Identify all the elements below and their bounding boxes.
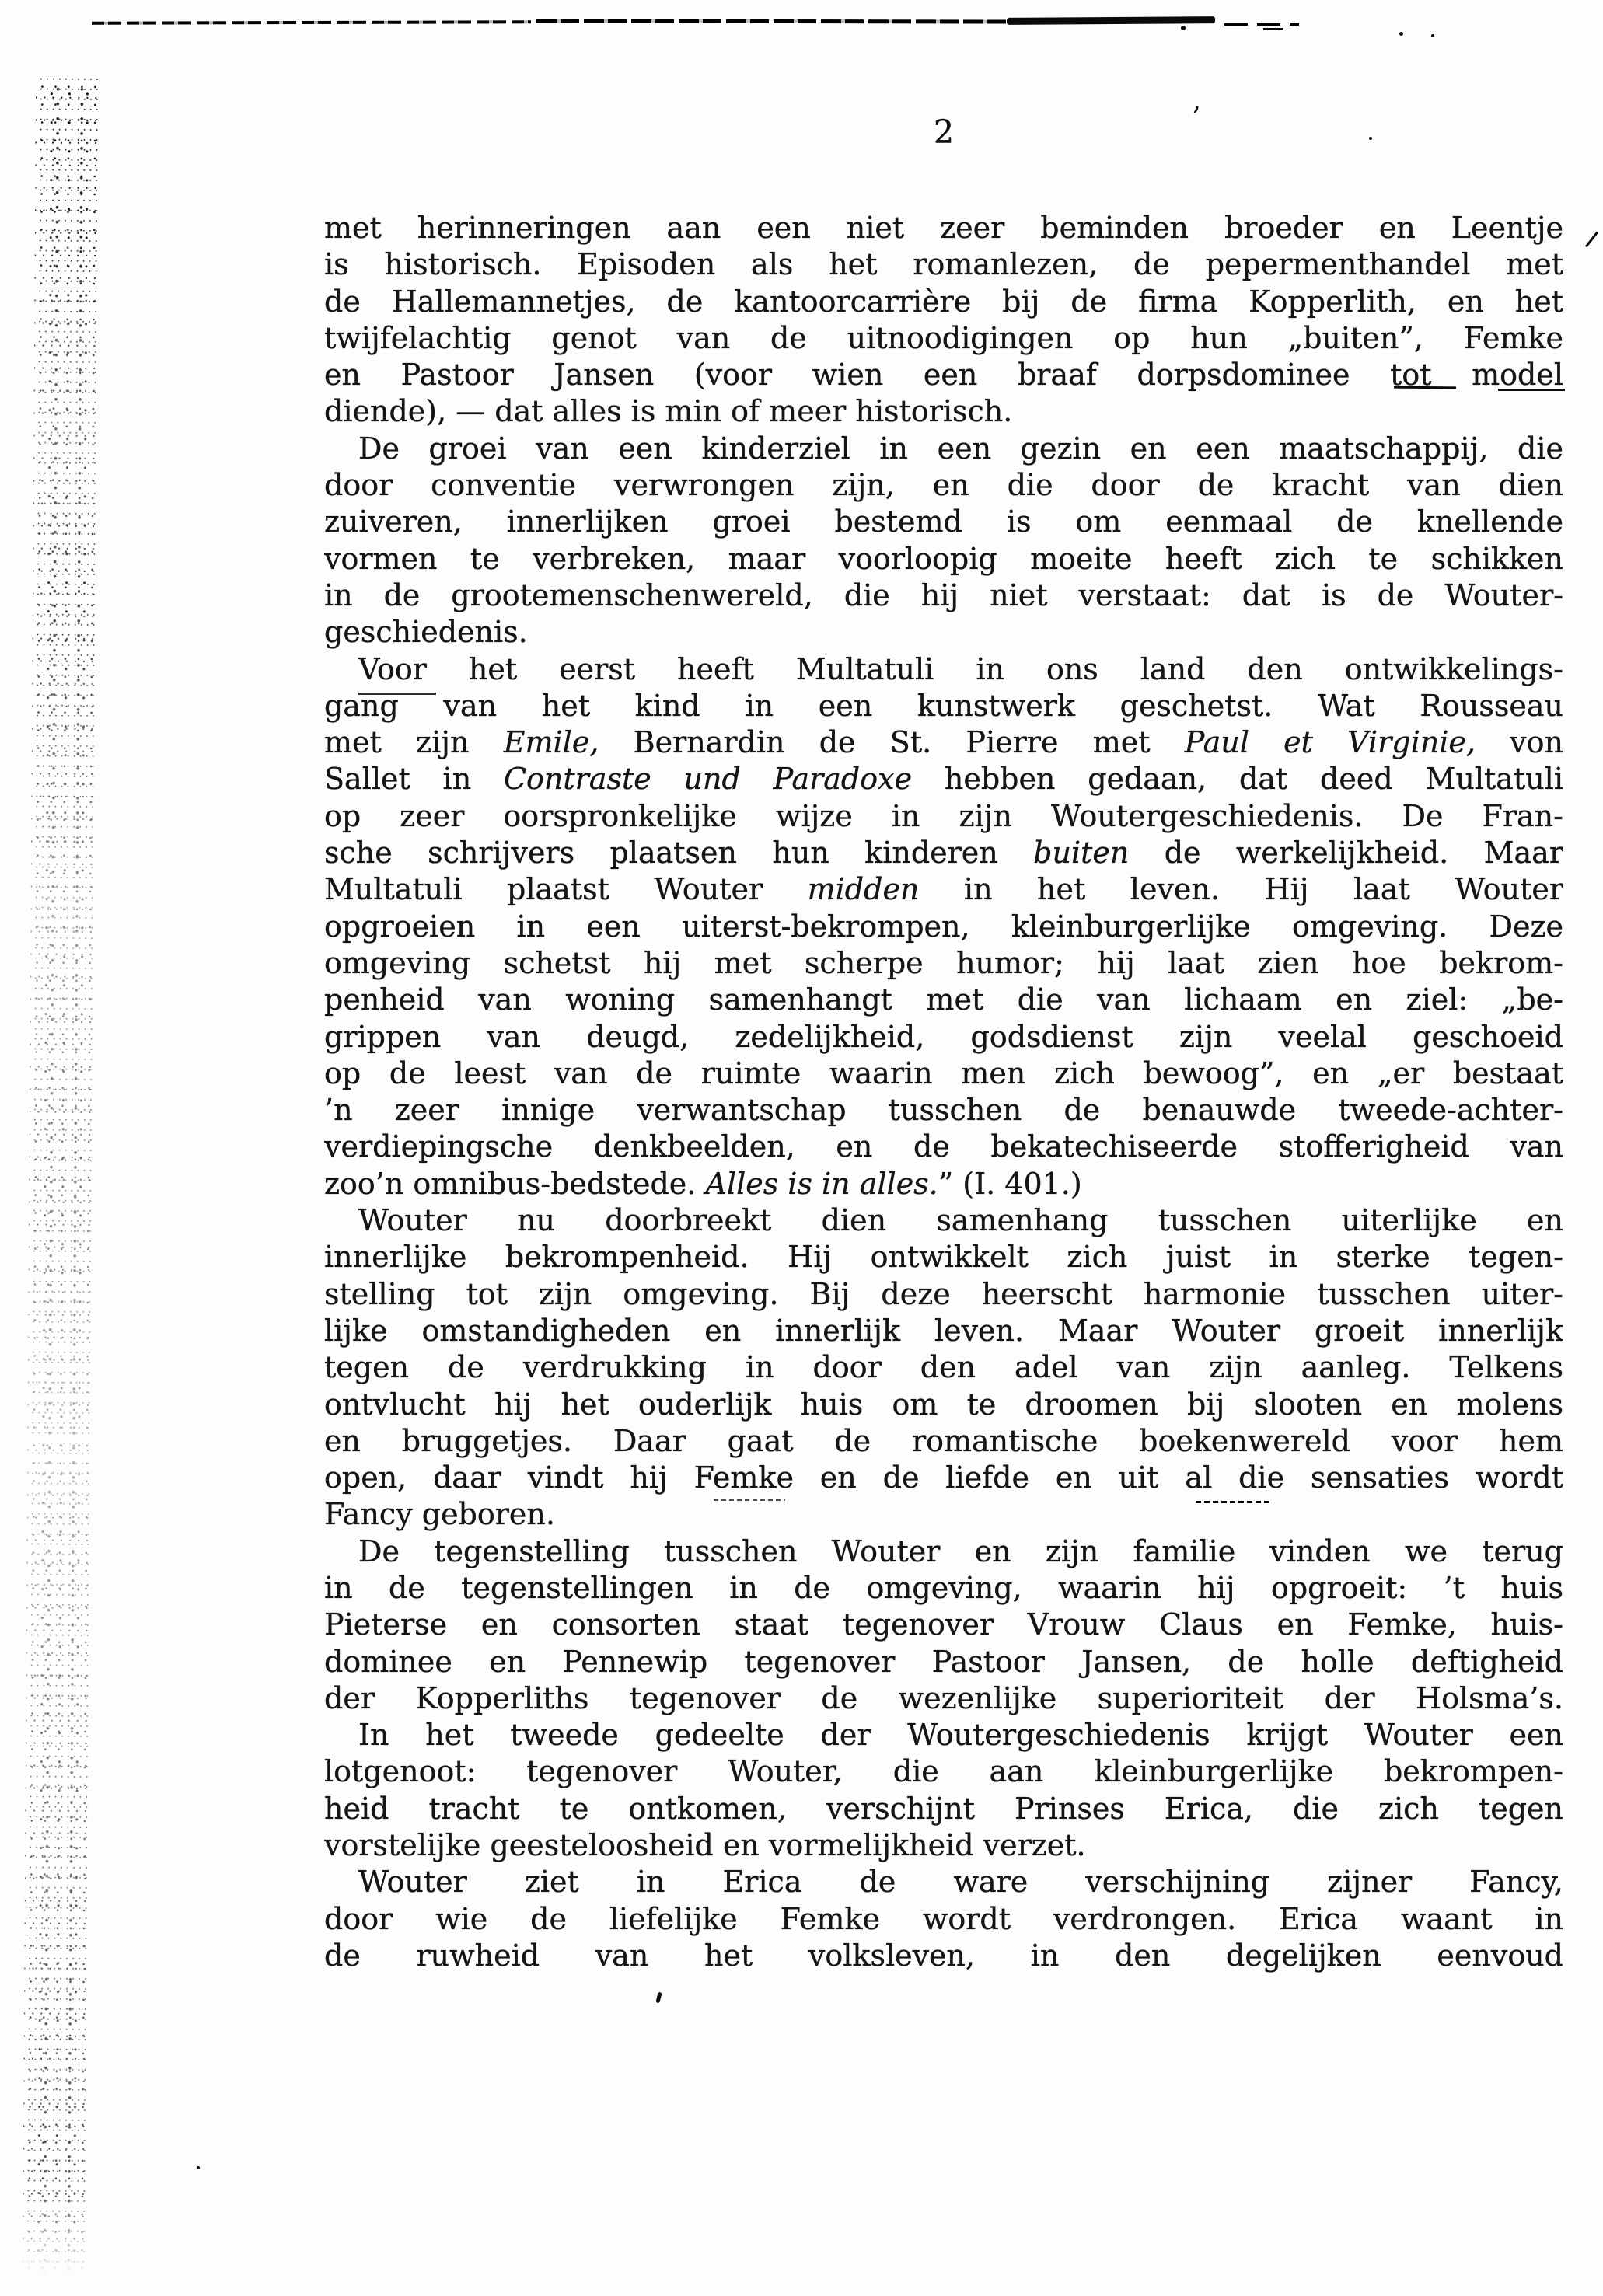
text-segment: grippen van deugd, zedelijkheid, godsdienst zijn veelal geschoeid	[324, 1019, 1563, 1054]
text-segment: en bruggetjes. Daar gaat de romantische boekenwereld voor hem	[324, 1423, 1563, 1458]
text-segment: Fancy geboren.	[324, 1497, 555, 1532]
text-segment: lijke omstandigheden en innerlijk leven. Maar Wouter groeit innerlijk	[324, 1313, 1563, 1348]
text-segment: in het leven. Hij laat Wouter	[919, 872, 1563, 907]
text-segment-italic: buiten	[1033, 836, 1130, 871]
text-segment: Bernardin de St. Pierre met	[599, 725, 1185, 760]
text-segment: de werkelijkheid. Maar	[1129, 836, 1563, 871]
text-segment: Wouter ziet in Erica de ware verschijning zijner Fancy,	[358, 1865, 1563, 1900]
text-line	[324, 1534, 1563, 1570]
page-number: 2	[933, 113, 955, 151]
text-segment: Wouter nu doorbreekt dien samenhang tusschen uiterlijke en	[358, 1203, 1563, 1238]
text-segment: Voor het eerst heeft Multatuli in ons land den ontwikkelings-	[358, 651, 1563, 686]
text-segment: omgeving schetst hij met scherpe humor; hij laat zien hoe bekrom-	[324, 945, 1563, 980]
text-line	[324, 1901, 1563, 1938]
text-line	[324, 1753, 1563, 1790]
scan-speck	[197, 2166, 200, 2169]
text-segment: op zeer oorspronkelijke wijze in zijn Woutergeschiedenis. De Fran-	[324, 798, 1563, 833]
text-line	[324, 614, 1563, 651]
text-line	[324, 909, 1563, 945]
text-line	[324, 1092, 1563, 1129]
text-segment: von	[1475, 725, 1563, 760]
text-segment: Multatuli plaatst Wouter	[324, 872, 808, 907]
text-line	[324, 284, 1563, 320]
text-line	[324, 320, 1563, 357]
text-line	[324, 1864, 1563, 1900]
text-segment-italic: Alles is in alles.	[705, 1166, 938, 1201]
text-line	[324, 688, 1563, 724]
text-line	[324, 1019, 1563, 1056]
text-segment: ” (I. 401.)	[938, 1166, 1082, 1201]
text-segment: dominee en Pennewip tegenover Pastoor Jansen, de holle deftigheid	[324, 1644, 1563, 1679]
text-line	[324, 504, 1563, 540]
text-segment: is historisch. Episoden als het romanlezen, de pepermenthandel met	[324, 247, 1563, 282]
scan-speck	[1431, 34, 1434, 37]
text-segment: sche schrijvers plaatsen hun kinderen	[324, 836, 1034, 871]
text-line	[324, 1423, 1563, 1460]
text-line	[324, 1239, 1563, 1275]
text-line	[324, 1607, 1563, 1643]
text-line	[324, 1460, 1563, 1496]
text-segment-italic: Emile,	[503, 725, 599, 760]
text-segment: met zijn	[324, 725, 504, 760]
scan-artifact-top-scratch-line	[92, 20, 531, 24]
scan-artifact-top-scratch-line	[1224, 23, 1299, 26]
text-segment: diende), — dat alles is min of meer historisch.	[324, 394, 1013, 429]
text-segment: vorstelijke geesteloosheid en vormelijkheid verzet.	[324, 1828, 1086, 1863]
text-line	[324, 945, 1563, 982]
text-line	[324, 1791, 1563, 1827]
text-segment: tegen de verdrukking in door den adel van zijn aanleg. Telkens	[324, 1350, 1563, 1385]
text-line	[324, 1387, 1563, 1423]
scan-speck-apostrophe: ’	[1192, 102, 1201, 134]
text-segment: op de leest van de ruimte waarin men zich bewoog”, en „er bestaat	[324, 1056, 1563, 1090]
text-segment-italic: Paul et Virginie,	[1184, 725, 1476, 760]
scan-artifact-top-ink-bar	[1007, 16, 1215, 25]
text-segment: penheid van woning samenhangt met die van lichaam en ziel: „be-	[324, 982, 1563, 1017]
scan-noise-left-edge	[23, 78, 103, 2277]
text-segment: geschiedenis.	[324, 615, 528, 650]
scan-speck-right-margin	[1585, 232, 1598, 248]
text-segment: twijfelachtig genot van de uitnoodigingen op hun „buiten”, Femke	[324, 320, 1563, 355]
text-line	[324, 1938, 1563, 1974]
text-segment: der Kopperliths tegenover de wezenlijke superioriteit der Holsma’s.	[324, 1680, 1563, 1715]
text-segment-italic: Contraste und Paradoxe	[503, 762, 913, 797]
text-line	[324, 1129, 1563, 1165]
text-line	[324, 1202, 1563, 1239]
text-line	[324, 1496, 1563, 1533]
text-segment: in de tegenstellingen in de omgeving, waarin hij opgroeit: ’t huis	[324, 1570, 1563, 1605]
text-segment: de ruwheid van het volksleven, in den degelijken eenvoud	[324, 1938, 1563, 1973]
text-segment: stelling tot zijn omgeving. Bij deze heerscht harmonie tusschen uiter-	[324, 1276, 1563, 1311]
text-segment: zuiveren, innerlijken groei bestemd is om eenmaal de knellende	[324, 504, 1563, 539]
text-line	[324, 577, 1563, 614]
text-line	[324, 724, 1563, 761]
text-segment: in de grootemenschenwereld, die hij niet verstaat: dat is de Wouter-	[324, 577, 1563, 612]
scan-speck	[1181, 26, 1186, 30]
text-segment: de Hallemannetjes, de kantoorcarrière bij de firma Kopperlith, en het	[324, 284, 1563, 319]
text-segment: innerlijke bekrompenheid. Hij ontwikkelt zich juist in sterke tegen-	[324, 1240, 1563, 1275]
text-segment: ontvlucht hij het ouderlijk huis om te droomen bij slooten en molens	[324, 1387, 1563, 1422]
text-segment: en Pastoor Jansen (voor wien een braaf dorpsdominee tot model	[324, 358, 1563, 393]
text-line	[324, 798, 1563, 835]
text-segment: gang van het kind in een kunstwerk geschetst. Wat Rousseau	[324, 688, 1563, 723]
text-segment: door conventie verwrongen zijn, en die door de kracht van dien	[324, 468, 1563, 503]
text-segment: Pieterse en consorten staat tegenover Vrouw Claus en Femke, huis-	[324, 1607, 1563, 1642]
text-line	[324, 871, 1563, 908]
text-line	[324, 541, 1563, 577]
text-line	[324, 761, 1563, 797]
text-segment: zoo’n omnibus-bedstede.	[324, 1166, 706, 1201]
scan-speck	[655, 1992, 662, 2004]
scan-speck	[1399, 32, 1403, 36]
text-segment: opgroeien in een uiterst-bekrompen, kleinburgerlijke omgeving. Deze	[324, 909, 1563, 944]
text-segment: door wie de liefelijke Femke wordt verdrongen. Erica waant in	[324, 1901, 1563, 1936]
text-line	[324, 1349, 1563, 1386]
text-line	[324, 835, 1563, 871]
text-segment: lotgenoot: tegenover Wouter, die aan kleinburgerlijke bekrompen-	[324, 1754, 1563, 1789]
text-line	[324, 393, 1563, 430]
text-line	[324, 1166, 1563, 1202]
text-segment: open, daar vindt hij Femke en de liefde en uit al die sensaties wordt	[324, 1460, 1563, 1495]
text-line	[324, 1570, 1563, 1607]
text-line	[324, 246, 1563, 283]
text-segment: De groei van een kinderziel in een gezin en een maatschappij, die	[358, 431, 1563, 466]
text-line	[324, 1276, 1563, 1313]
text-segment: verdiepingsche denkbeelden, en de bekatechiseerde stofferigheid van	[324, 1129, 1563, 1164]
text-segment: De tegenstelling tusschen Wouter en zijn familie vinden we terug	[358, 1534, 1563, 1568]
text-segment: vormen te verbreken, maar voorloopig moeite heeft zich te schikken	[324, 541, 1563, 576]
text-line	[324, 1717, 1563, 1753]
page-text	[324, 210, 1563, 1974]
text-segment: In het tweede gedeelte der Woutergeschiedenis krijgt Wouter een	[358, 1718, 1563, 1753]
text-line	[324, 357, 1563, 393]
text-line	[324, 467, 1563, 504]
scan-artifact-top-scratch-line	[536, 19, 1015, 23]
text-line	[324, 210, 1563, 246]
text-line	[324, 1680, 1563, 1717]
text-segment: heid tracht te ontkomen, verschijnt Prinses Erica, die zich tegen	[324, 1791, 1563, 1826]
text-line	[324, 1827, 1563, 1864]
text-segment: hebben gedaan, dat deed Multatuli	[912, 762, 1563, 797]
text-line	[324, 1056, 1563, 1092]
text-line	[324, 1644, 1563, 1680]
text-segment: Sallet in	[324, 762, 504, 797]
text-line	[324, 1313, 1563, 1349]
text-segment-italic: midden	[807, 872, 920, 907]
text-line	[324, 431, 1563, 467]
text-segment: ’n zeer innige verwantschap tusschen de benauwde tweede-achter-	[324, 1093, 1563, 1128]
text-line	[324, 651, 1563, 688]
text-line	[324, 982, 1563, 1018]
text-segment: met herinneringen aan een niet zeer beminden broeder en Leentje	[324, 211, 1563, 245]
scan-speck	[1263, 28, 1283, 30]
